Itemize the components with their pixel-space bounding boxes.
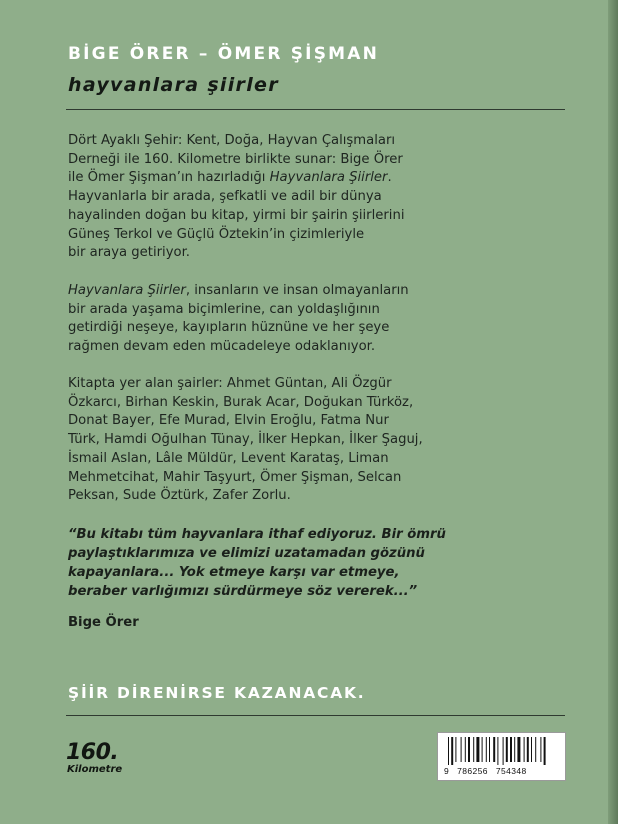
barcode-bar (473, 737, 474, 762)
logo-number: 160. (66, 740, 119, 765)
author-names: BİGE ÖRER – ÖMER ŞİŞMAN (68, 44, 380, 64)
text-line: Dört Ayaklı Şehir: Kent, Doğa, Hayvan Çalışmaları (68, 133, 396, 148)
dedication-quote (68, 525, 568, 601)
spine-edge (608, 0, 618, 824)
barcode-bar (486, 737, 487, 762)
text-line: hayalinden doğan bu kitap, yirmi bir şairin şiirlerini (68, 207, 405, 223)
bottom-divider (66, 715, 565, 716)
barcode-bar (506, 737, 508, 762)
barcode-bar (468, 737, 470, 762)
text-line: getirdiği neşeye, kayıpların hüznüne ve her şeye (68, 320, 390, 336)
text-segment: . (387, 170, 392, 186)
text-line: bir araya getiriyor. (68, 245, 190, 261)
description-paragraph (68, 132, 568, 263)
text-line: Peksan, Sude Öztürk, Zafer Zorlu. (68, 488, 291, 504)
focus-paragraph (68, 282, 568, 357)
barcode-digit-group: 9 (444, 766, 450, 776)
text-line: Özkarcı, Birhan Keskin, Burak Acar, Doğukan Türköz, (68, 394, 414, 410)
slogan: ŞİİR DİRENİRSE KAZANACAK. (68, 684, 366, 702)
barcode-bar (503, 737, 504, 765)
book-title-italic: Hayvanlara Şiirler (269, 170, 388, 186)
quote-line: kapayanlara... Yok etmeye karşı var etmeye, (68, 565, 400, 580)
poets-paragraph (68, 375, 568, 506)
text-line: bir arada yaşama biçimlerine, can yoldaşlığının (68, 301, 380, 317)
barcode-bar (497, 737, 498, 765)
text-line (68, 169, 568, 188)
barcode-bar (489, 737, 490, 762)
barcode-digit-group: 754348 (495, 766, 527, 776)
text-line: Mehmetcihat, Mahir Taşyurt, Ömer Şişman, Selcan (68, 469, 402, 485)
text-line: Derneği ile 160. Kilometre birlikte sunar: Bige Örer (68, 151, 403, 167)
barcode-bar (544, 737, 546, 765)
barcode-bar (476, 737, 479, 762)
barcode-bar (465, 737, 466, 762)
barcode-bar (531, 737, 532, 762)
text-line: Kitapta yer alan şairler: Ahmet Güntan, Ali Özgür (68, 376, 392, 391)
barcode-bar (448, 737, 449, 765)
barcode-bar (524, 737, 525, 762)
barcode-bar (517, 737, 520, 762)
text-segment: , insanların ve insan olmayanların (185, 283, 409, 298)
barcode-bar (535, 737, 536, 762)
isbn-barcode (437, 732, 566, 781)
barcode-bar (461, 737, 462, 762)
text-segment: ile Ömer Şişman’ın hazırladığı (68, 170, 270, 186)
text-line: İsmail Aslan, Lâle Müldür, Levent Karataş, Liman (68, 450, 389, 466)
text-line: Güneş Terkol ve Güçlü Öztekin’in çizimleriyle (68, 226, 365, 242)
barcode-bar (482, 737, 483, 762)
barcode-digits (444, 766, 535, 776)
quote-signature: Bige Örer (68, 615, 139, 630)
quote-line: “Bu kitabı tüm hayvanlara ithaf ediyoruz. Bir ömrü (68, 527, 446, 542)
text-line: Türk, Hamdi Oğulhan Tünay, İlker Hepkan, İlker Şaguj, (68, 432, 423, 448)
barcode-bar (540, 737, 541, 762)
barcode-bar (510, 737, 512, 762)
book-title-italic: Hayvanlara Şiirler (68, 283, 186, 298)
quote-line: beraber varlığımızı sürdürmeye söz vererek...” (68, 584, 418, 599)
text-line (68, 282, 568, 301)
barcode-digit-group: 786256 (457, 766, 488, 776)
text-line: Hayvanlarla bir arada, şefkatli ve adil bir dünya (68, 189, 382, 205)
text-line: Donat Bayer, Efe Murad, Elvin Eroğlu, Fatma Nur (68, 413, 389, 429)
barcode-bars (442, 737, 561, 765)
text-line: rağmen devam eden mücadeleye odaklanıyor. (68, 339, 376, 355)
quote-line: paylaştıklarımıza ve elimizi uzatamadan gözünü (68, 546, 425, 561)
barcode-bar (455, 737, 456, 762)
barcode-bar (514, 737, 515, 762)
publisher-logo (66, 742, 138, 786)
barcode-bar (527, 737, 529, 762)
book-title: hayvanlara şiirler (68, 74, 279, 96)
top-divider (66, 109, 565, 110)
barcode-bar (493, 737, 495, 762)
logo-text: Kilometre (67, 764, 123, 775)
barcode-bar (451, 737, 453, 765)
